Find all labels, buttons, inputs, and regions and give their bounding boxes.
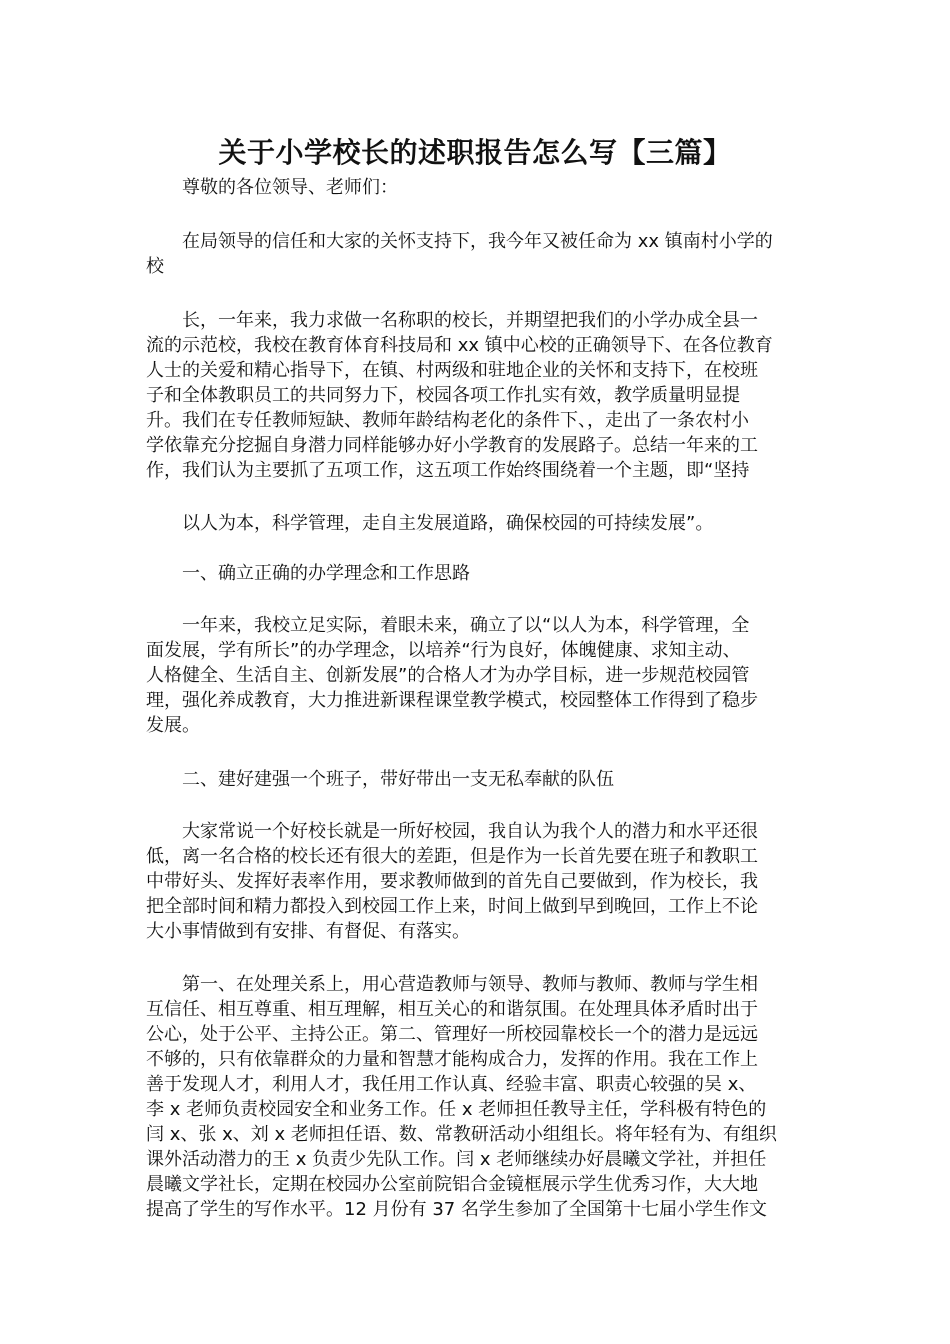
document-title: 关于小学校长的述职报告怎么写【三篇】 — [218, 136, 732, 169]
paragraph-line: 互信任、相互尊重、相互理解，相互关心的和谐氛围。在处理具体矛盾时出于 — [146, 999, 758, 1020]
paragraph-line: 不够的，只有依靠群众的力量和智慧才能构成合力，发挥的作用。我在工作上 — [146, 1049, 758, 1070]
paragraph-line: 人士的关爱和精心指导下，在镇、村两级和驻地企业的关怀和支持下，在校班 — [146, 360, 758, 381]
salutation: 尊敬的各位领导、老师们： — [182, 177, 398, 198]
paragraph-line: 把全部时间和精力都投入到校园工作上来，时间上做到早到晚回，工作上不论 — [146, 896, 758, 917]
paragraph-line: 善于发现人才，利用人才，我任用工作认真、经验丰富、职责心较强的吴 x、 — [146, 1074, 757, 1095]
paragraph-line: 子和全体教职员工的共同努力下，校园各项工作扎实有效，教学质量明显提 — [146, 385, 740, 406]
paragraph-line: 作，我们认为主要抓了五项工作，这五项工作始终围绕着一个主题，即“坚持 — [146, 460, 750, 481]
paragraph-line: 大小事情做到有安排、有督促、有落实。 — [146, 921, 470, 942]
paragraph-line: 学依靠充分挖掘自身潜力同样能够办好小学教育的发展路子。总结一年来的工 — [146, 435, 758, 456]
paragraph-line: 提高了学生的写作水平。12 月份有 37 名学生参加了全国第十七届小学生作文 — [146, 1199, 767, 1220]
paragraph-line: 理，强化养成教育，大力推进新课程课堂教学模式，校园整体工作得到了稳步 — [146, 690, 758, 711]
paragraph-line: 闫 x、张 x、刘 x 老师担任语、数、常教研活动小组组长。将年轻有为、有组织 — [146, 1124, 777, 1145]
paragraph-line: 低，离一名合格的校长还有很大的差距，但是作为一长首先要在班子和教职工 — [146, 846, 758, 867]
paragraph-line: 中带好头、发挥好表率作用，要求教师做到的首先自己要做到，作为校长，我 — [146, 871, 758, 892]
paragraph-line: 流的示范校，我校在教育体育科技局和 xx 镇中心校的正确领导下、在各位教育 — [146, 335, 773, 356]
section-heading: 二、建好建强一个班子，带好带出一支无私奉献的队伍 — [182, 769, 614, 790]
paragraph-line: 公心，处于公平、主持公正。第二、管理好一所校园靠校长一个的潜力是远远 — [146, 1024, 758, 1045]
paragraph-line: 升。我们在专任教师短缺、教师年龄结构老化的条件下、，走出了一条农村小 — [146, 410, 749, 431]
paragraph-line: 大家常说一个好校长就是一所好校园，我自认为我个人的潜力和水平还很 — [182, 821, 758, 842]
paragraph-line: 校 — [146, 256, 164, 277]
paragraph-line: 人格健全、生活自主、创新发展”的合格人才为办学目标，进一步规范校园管 — [146, 665, 750, 686]
paragraph-line: 李 x 老师负责校园安全和业务工作。任 x 老师担任教导主任，学科极有特色的 — [146, 1099, 767, 1120]
section-heading: 一、确立正确的办学理念和工作思路 — [182, 563, 470, 584]
paragraph-line: 在局领导的信任和大家的关怀支持下，我今年又被任命为 xx 镇南村小学的 — [182, 231, 773, 252]
paragraph-line: 面发展，学有所长”的办学理念，以培养“行为良好，体魄健康、求知主动、 — [146, 640, 741, 661]
paragraph-line: 发展。 — [146, 715, 200, 736]
paragraph-line: 课外活动潜力的王 x 负责少先队工作。闫 x 老师继续办好晨曦文学社，并担任 — [146, 1149, 767, 1170]
paragraph-line: 晨曦文学社长，定期在校园办公室前院铝合金镜框展示学生优秀习作，大大地 — [146, 1174, 758, 1195]
paragraph-line: 长，一年来，我力求做一名称职的校长，并期望把我们的小学办成全县一 — [182, 310, 758, 331]
paragraph-line: 一年来，我校立足实际，着眼未来，确立了以“以人为本，科学管理，全 — [182, 615, 750, 636]
paragraph-line: 以人为本，科学管理，走自主发展道路，确保校园的可持续发展”。 — [182, 513, 714, 534]
paragraph-line: 第一、在处理关系上，用心营造教师与领导、教师与教师、教师与学生相 — [182, 974, 758, 995]
